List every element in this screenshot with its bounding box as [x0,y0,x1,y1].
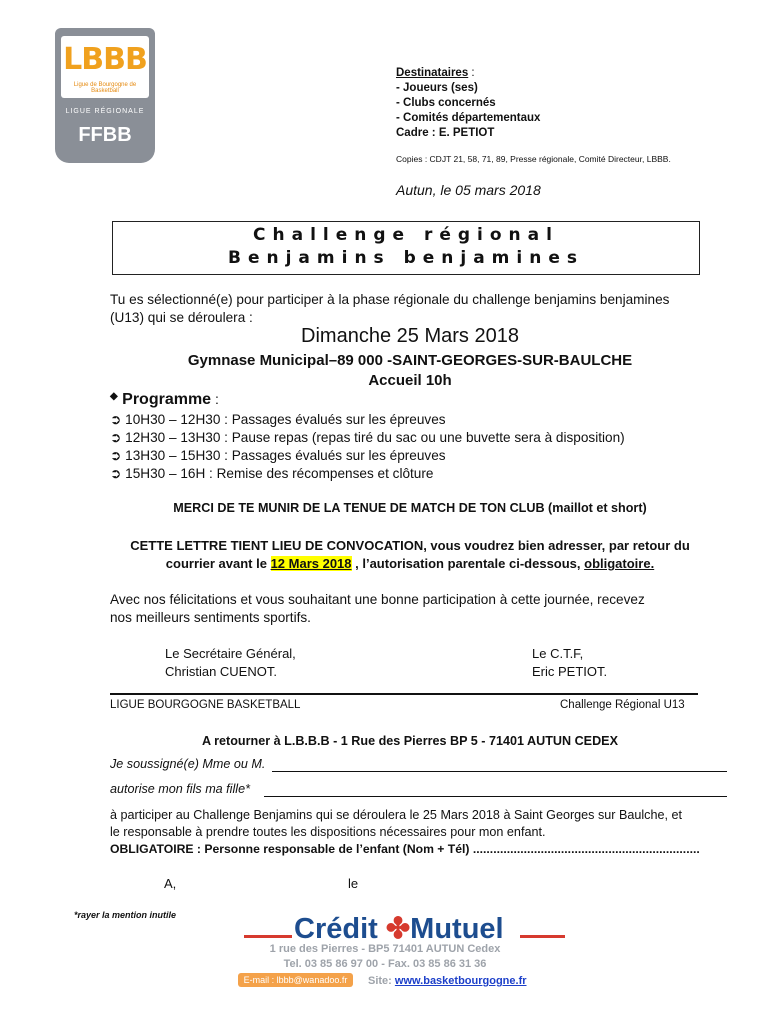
obligatoire-label: OBLIGATOIRE : Personne responsable de l’enfant (Nom + Tél) [110,842,470,856]
recipient-item: - Comités départementaux [396,112,541,124]
recipients-label: Destinataires [396,67,469,79]
child-field-line[interactable] [264,796,727,797]
arrow-bullet-icon: ➲ [110,430,126,445]
deadline-date: 12 Mars 2018 [270,556,352,571]
logo-ffbb: FFBB [78,124,132,146]
convocation-text: courrier avant le [165,556,271,571]
merci-notice: MERCI DE TE MUNIR DE LA TENUE DE MATCH DE TON CLUB (maillot et short) [173,501,647,515]
schedule-item [110,430,625,446]
schedule-text: 13H30 – 15H30 : Passages évalués sur les épreuves [125,448,446,463]
schedule-item [110,466,433,482]
title-line-1: Challenge régional [253,225,559,245]
obligatoire-line [110,840,700,858]
diamond-bullet-icon: ◆ [110,391,118,402]
footer-address: 1 rue des Pierres - BP5 71401 AUTUN Cedex [269,943,501,955]
a-label: A, [164,876,177,891]
signature-left-name: Christian CUENOT. [165,664,277,679]
schedule-text: 15H30 – 16H : Remise des récompenses et clôture [125,466,434,481]
sponsor-red-bar-left [244,935,292,938]
programme-heading [110,391,219,409]
schedule-item [110,412,446,428]
recipients-block [396,66,540,141]
responsible-field-dots[interactable]: ................................................................... [472,842,700,856]
arrow-bullet-icon: ➲ [110,412,126,427]
recipients-colon: : [468,67,475,79]
event-venue: Gymnase Municipal–89 000 -SAINT-GEORGES-SUR-BAULCHE [187,352,633,369]
title-line-2: Benjamins benjamines [228,248,584,268]
closing-line-2: nos meilleurs sentiments sportifs. [110,610,311,625]
sponsor-red-bar-right [520,935,565,938]
title-box [112,221,700,275]
logo-letters: LBBB [63,42,147,77]
je-soussigne-label: Je soussigné(e) Mme ou M. [110,757,266,771]
recipient-item: - Joueurs (ses) [396,82,478,94]
obligatoire-word: obligatoire. [584,556,655,571]
closing-line-1: Avec nos félicitations et vous souhaitant une bonne participation à cette journée, recevez [110,592,645,607]
sponsor-word-1: Crédit [294,913,378,945]
credit-mutuel-icon: ✤ [385,913,411,945]
autorise-label: autorise mon fils ma fille* [110,782,250,796]
site-label: Site: [368,975,395,987]
programme-colon: : [211,391,219,407]
logo-ligue-regionale: LIGUE RÉGIONALE [65,108,145,115]
footer-email[interactable]: E-mail : lbbb@wanadoo.fr [238,973,353,987]
event-date: Dimanche 25 Mars 2018 [301,325,519,347]
arrow-bullet-icon: ➲ [110,448,126,463]
footer-site [368,975,527,987]
intro-line-1: Tu es sélectionné(e) pour participer à la phase régionale du challenge benjamins benjamines [110,292,670,307]
signature-right-name: Eric PETIOT. [532,664,608,679]
participer-line-2: le responsable à prendre toutes les dispositions nécessaires pour mon enfant. [110,825,546,839]
copies-line: Copies : CDJT 21, 58, 71, 89, Presse régionale, Comité Directeur, LBBB. [396,154,671,164]
signature-left [165,645,296,681]
signature-right [532,645,607,681]
sponsor-logo [294,911,504,946]
logo-subtitle: Ligue de Bourgogne de Basketball [73,82,137,94]
form-org: LIGUE BOURGOGNE BASKETBALL [110,699,301,711]
event-accueil: Accueil 10h [368,372,452,389]
schedule-text: 10H30 – 12H30 : Passages évalués sur les épreuves [125,412,446,427]
signature-left-title: Le Secrétaire Général, [165,646,296,661]
schedule-text: 12H30 – 13H30 : Pause repas (repas tiré du sac ou une buvette sera à disposition) [125,430,625,445]
footer-phone: Tel. 03 85 86 97 00 - Fax. 03 85 86 31 36 [283,958,487,970]
convocation-text: , l’autorisation parentale ci-dessous, [351,556,585,571]
footnote: *rayer la mention inutile [74,910,177,920]
recipient-item: - Clubs concernés [396,97,496,109]
site-link[interactable]: www.basketbourgogne.fr [394,975,527,987]
return-address: A retourner à L.B.B.B - 1 Rue des Pierres BP 5 - 71401 AUTUN CEDEX [202,734,618,748]
separator-line [110,693,698,695]
cadre-line: Cadre : E. PETIOT [396,127,495,139]
intro-line-2: (U13) qui se déroulera : [110,310,253,325]
le-label: le [348,876,359,891]
signature-right-title: Le C.T.F, [532,646,584,661]
logo-top-panel [61,36,149,98]
programme-label: Programme [122,391,212,408]
arrow-bullet-icon: ➲ [110,466,126,481]
sponsor-word-2: Mutuel [410,913,504,945]
participer-line-1: à participer au Challenge Benjamins qui se déroulera le 25 Mars 2018 à Saint Georges sur Baulche, et [110,808,682,822]
lbbb-logo [55,28,155,163]
convocation-line-2 [100,556,720,571]
name-field-line[interactable] [272,771,727,772]
place-date: Autun, le 05 mars 2018 [396,182,541,198]
form-event: Challenge Régional U13 [560,699,685,711]
schedule-item [110,448,446,464]
convocation-line-1: CETTE LETTRE TIENT LIEU DE CONVOCATION, vous voudrez bien adresser, par retour du [130,538,690,553]
